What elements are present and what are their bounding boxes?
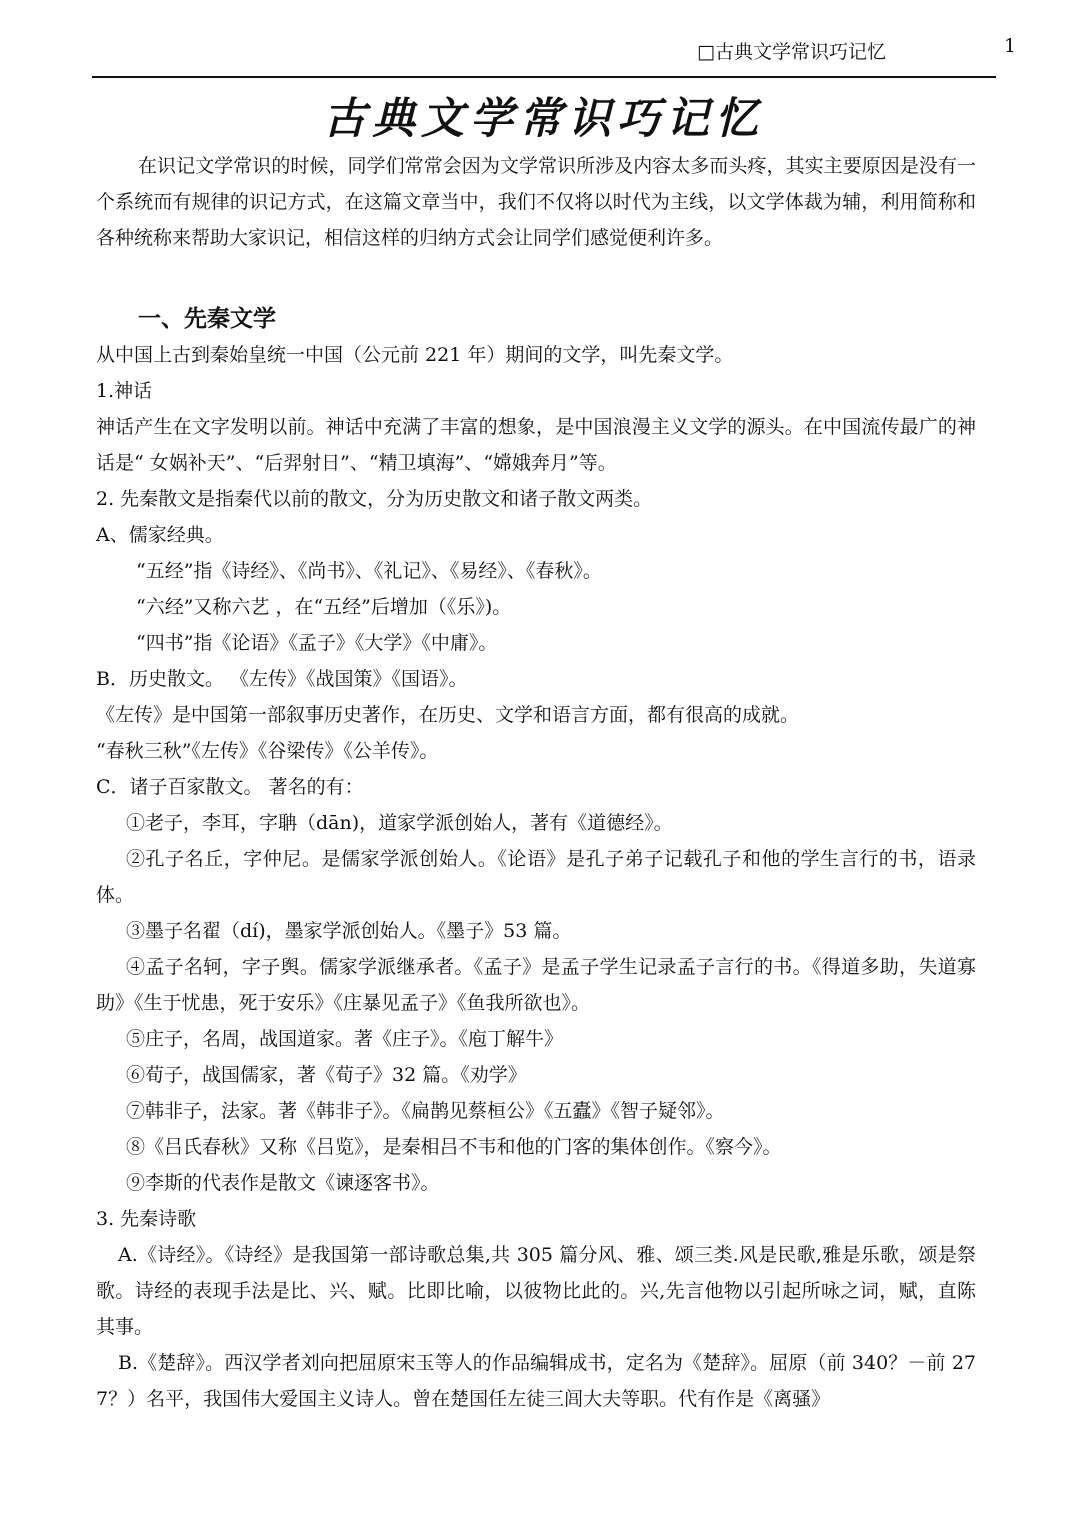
section-heading: 一、先秦文学 [138, 306, 276, 332]
document-title: 古典文学常识巧记忆 [323, 94, 764, 144]
zuozhuan-note: 《左传》是中国第一部叙事历史著作，在历史、文学和语言方面，都有很高的成就。 [96, 704, 800, 726]
shijing-item: A.《诗经》。《诗经》是我国第一部诗歌总集,共 305 篇分风、雅、颂三类.风是民歌,雅是乐歌，颂是祭歌。诗经的表现手法是比、兴、赋。比即比喻，以彼物比此的。兴,先言他物以引起所咏之词，赋，直陈其事。 [96, 1244, 976, 1338]
mengzi-item: ④孟子名轲，字子舆。儒家学派继承者。《孟子》是孟子学生记录孟子言行的书。《得道多助，失道寡助》《生于忧患，死于安乐》《庄暴见孟子》《鱼我所欲也》。 [96, 956, 976, 1014]
intro-paragraph: 在识记文学常识的时候，同学们常常会因为文学常识所涉及内容太多而头疼，其实主要原因是没有一个系统而有规律的识记方式，在这篇文章当中，我们不仅将以时代为主线，以文学体裁为辅，利用简称和各种统称来帮助大家识记，相信这样的归纳方式会让同学们感觉便利许多。 [96, 155, 976, 249]
header-rule [92, 76, 996, 78]
confucian-heading: A、儒家经典。 [96, 524, 224, 546]
document-body [96, 148, 976, 1417]
history-heading: B．历史散文。 《左传》《战国策》《国语》。 [96, 668, 468, 690]
myth-paragraph: 神话产生在文字发明以前。神话中充满了丰富的想象，是中国浪漫主义文学的源头。在中国流传最广的神话是“ 女娲补天”、“后羿射日”、“精卫填海”、“嫦娥奔月”等。 [96, 416, 976, 474]
xunzi-item: ⑥荀子，战国儒家，著《荀子》32 篇。《劝学》 [126, 1064, 527, 1086]
section-definition: 从中国上古到秦始皇统一中国（公元前 221 年）期间的文学，叫先秦文学。 [96, 344, 734, 366]
myth-heading: 1.神话 [96, 380, 153, 402]
header-title: □古典文学常识巧记忆 [697, 41, 886, 63]
chuci-item: B.《楚辞》。西汉学者刘向把屈原宋玉等人的作品编辑成书，定名为《楚辞》。屈原（前 340？－前 277？）名平，我国伟大爱国主义诗人。曾在楚国任左徒三闾大夫等职。代有作是《离骚》 [96, 1352, 976, 1410]
five-classics: “五经”指《诗经》、《尚书》、《礼记》、《易经》、《春秋》。 [136, 560, 602, 582]
hanfeizi-item: ⑦韩非子，法家。著《韩非子》。《扁鹊见蔡桓公》《五蠹》《智子疑邻》。 [126, 1100, 725, 1122]
poetry-heading: 3. 先秦诗歌 [96, 1208, 197, 1230]
zhuangzi-item: ⑤庄子，名周，战国道家。著《庄子》。《庖丁解牛》 [126, 1028, 564, 1050]
mozi-item: ③墨子名翟（dí)，墨家学派创始人。《墨子》53 篇。 [126, 920, 572, 942]
kongzi-item: ②孔子名丘，字仲尼。是儒家学派创始人。《论语》是孔子弟子记载孔子和他的学生言行的书，语录体。 [96, 848, 976, 906]
prose-heading: 2. 先秦散文是指秦代以前的散文，分为历史散文和诸子散文两类。 [96, 488, 653, 510]
masters-heading: C．诸子百家散文。 著名的有： [96, 776, 364, 798]
four-books: “四书”指《论语》《孟子》《大学》《中庸》。 [136, 632, 498, 654]
chunqiu-note: “春秋三秋”《左传》《谷梁传》《公羊传》。 [96, 740, 439, 762]
six-classics: “六经”又称六艺 ，在“五经”后增加（《乐》)。 [136, 596, 512, 618]
lushi-item: ⑧《吕氏春秋》又称《吕览》，是秦相吕不韦和他的门客的集体创作。《察今》。 [126, 1136, 782, 1158]
lisi-item: ⑨李斯的代表作是散文《谏逐客书》。 [126, 1172, 440, 1194]
page-number: 1 [1004, 35, 1017, 57]
laozi-item: ①老子，李耳，字聃（dān)，道家学派创始人，著有《道德经》。 [126, 812, 673, 834]
